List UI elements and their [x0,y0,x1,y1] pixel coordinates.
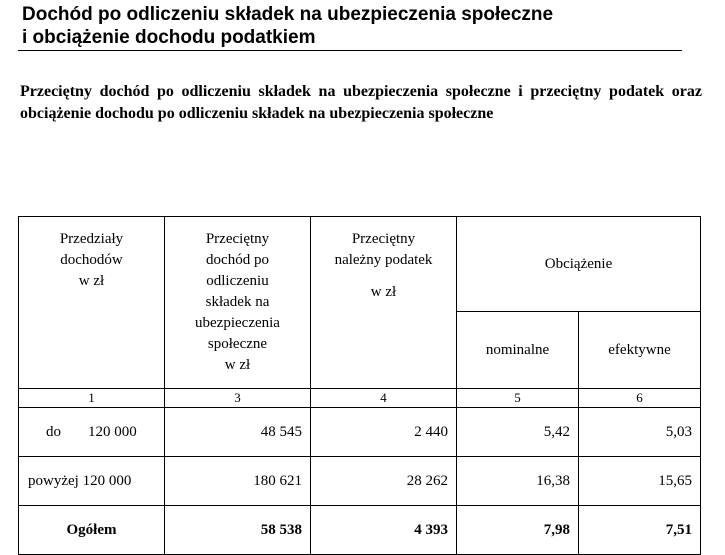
column-number-row [19,389,701,408]
cell-tax: 28 262 [311,457,457,506]
cell-nominal: 5,42 [457,408,579,457]
total-label: Ogółem [19,506,165,555]
header-burden: Obciążenie [457,217,701,312]
page-heading-line-1: Dochód po odliczeniu składek na ubezpieczenia społeczne [22,4,554,25]
header-nominal: nominalne [457,312,579,389]
column-number: 5 [457,389,579,408]
cell-tax: 2 440 [311,408,457,457]
heading-divider [18,50,682,51]
header-effective: efektywne [579,312,701,389]
column-number: 1 [19,389,165,408]
page-heading-line-2: i obciążenie dochodu podatkiem [22,27,316,48]
column-number: 4 [311,389,457,408]
row-label: powyżej 120 000 [19,457,165,506]
column-number: 6 [579,389,701,408]
total-effective: 7,51 [579,506,701,555]
header-average-income: Przeciętny dochód po odliczeniu składek na ubezpieczenia społeczne w zł [165,217,311,389]
total-tax: 4 393 [311,506,457,555]
row-label: do 120 000 [19,408,165,457]
column-number: 3 [165,389,311,408]
table-subtitle: Przeciętny dochód po odliczeniu składek na ubezpieczenia społeczne i przeciętny podatek oraz obciążenie dochodu po odliczeniu składek na ubezpieczenia społeczne [20,83,702,122]
header-row-1 [19,217,701,312]
income-tax-table [18,216,701,555]
table-row [19,408,701,457]
header-income-brackets: Przedziały dochodów w zł [19,217,165,389]
cell-income: 180 621 [165,457,311,506]
header-average-tax: Przeciętny należny podatek w zł [311,217,457,389]
cell-nominal: 16,38 [457,457,579,506]
total-row [19,506,701,555]
total-nominal: 7,98 [457,506,579,555]
table-row [19,457,701,506]
cell-income: 48 545 [165,408,311,457]
page-heading [22,3,702,49]
total-income: 58 538 [165,506,311,555]
cell-effective: 5,03 [579,408,701,457]
cell-effective: 15,65 [579,457,701,506]
